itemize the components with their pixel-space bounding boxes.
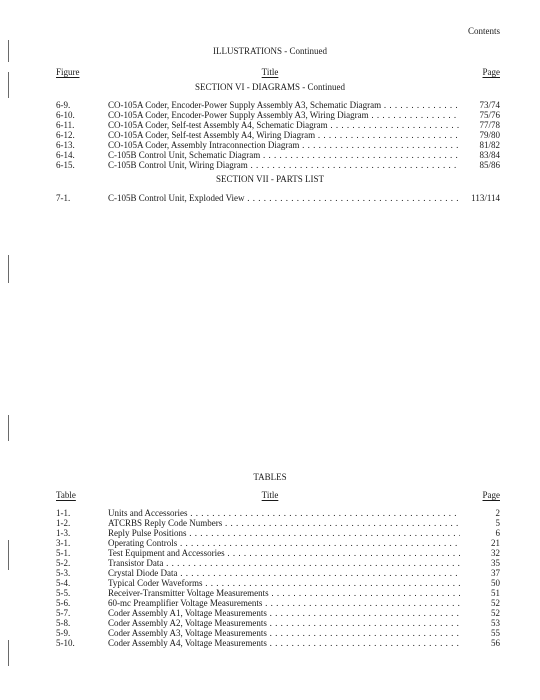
table-number: 5-1. [56,548,71,558]
figure-title: CO-105A Coder, Assembly Intraconnection Diagram . . . [108,140,460,150]
table-title: Operating Controls . . . [108,538,460,548]
list-item [56,628,500,638]
figure-title: CO-105A Coder, Encoder-Power Supply Assembly A3, Wiring Diagram . . . [108,110,460,120]
figure-page: 79/80 [479,130,500,140]
col-title-header: Title [261,490,279,500]
figure-page: 73/74 [479,100,500,110]
figure-page: 113/114 [471,193,500,203]
table-title: Coder Assembly A4, Voltage Measurements . . . [108,638,460,648]
list-item [56,130,500,140]
table-number: 1-2. [56,518,71,528]
list-item [56,618,500,628]
figure-title: CO-105A Coder, Encoder-Power Supply Assembly A3, Schematic Diagram . . . [108,100,460,110]
figure-page: 85/86 [479,160,500,170]
table-page: 21 [491,538,500,548]
list-item [56,160,500,170]
list-item [56,120,500,130]
table-page: 2 [495,508,500,518]
table-page: 52 [491,598,500,608]
figure-number: 6-14. [56,150,75,160]
figure-title: C-105B Control Unit, Wiring Diagram . . . [108,160,460,170]
col-page-header: Page [482,490,500,500]
table-page: 6 [495,528,500,538]
table-page: 37 [491,568,500,578]
section-vi-heading: SECTION VI - DIAGRAMS - Continued [194,82,346,92]
figure-number: 6-9. [56,100,71,110]
binding-mark [8,640,9,666]
table-page: 56 [491,638,500,648]
table-number: 5-2. [56,558,71,568]
table-page: 53 [491,618,500,628]
list-item [56,110,500,120]
list-item [56,608,500,618]
tables-heading: TABLES [253,472,287,482]
table-number: 5-4. [56,578,71,588]
list-item [56,528,500,538]
table-title: Test Equipment and Accessories . . . [108,548,460,558]
table-title: Typical Coder Waveforms . . . [108,578,460,588]
binding-mark [8,415,9,441]
figure-number: 6-11. [56,120,75,130]
table-title: Coder Assembly A3, Voltage Measurements . . . [108,628,460,638]
figure-page: 77/78 [479,120,500,130]
list-item [56,100,500,110]
table-number: 1-3. [56,528,71,538]
table-title: Receiver-Transmitter Voltage Measurements . . . [108,588,460,598]
table-title: Coder Assembly A1, Voltage Measurements . . . [108,608,460,618]
col-table-header: Table [56,490,76,500]
section-vii-heading: SECTION VII - PARTS LIST [216,174,324,184]
figure-title: CO-105A Coder, Self-test Assembly A4, Schematic Diagram . . . [108,120,460,130]
table-title: Reply Pulse Positions . . . [108,528,460,538]
table-number: 1-1. [56,508,71,518]
table-number: 5-3. [56,568,71,578]
table-title: Units and Accessories . . . [108,508,460,518]
list-item [56,150,500,160]
list-item [56,140,500,150]
col-title-header: Title [261,67,279,77]
list-item [56,568,500,578]
table-number: 5-7. [56,608,71,618]
list-item [56,193,500,203]
list-item [56,538,500,548]
col-page-header: Page [482,67,500,77]
table-page: 5 [495,518,500,528]
figure-number: 6-12. [56,130,75,140]
binding-mark [8,255,9,283]
table-number: 5-9. [56,628,71,638]
table-title: 60-mc Preamplifier Voltage Measurements . . . [108,598,460,608]
table-page: 32 [491,548,500,558]
list-item [56,588,500,598]
figure-number: 6-13. [56,140,75,150]
list-item [56,598,500,608]
figure-title: C-105B Control Unit, Schematic Diagram . . . [108,150,460,160]
list-item [56,638,500,648]
table-number: 3-1. [56,538,71,548]
list-item [56,558,500,568]
figure-number: 6-15. [56,160,75,170]
binding-mark [8,540,9,570]
table-number: 5-8. [56,618,71,628]
table-title: Crystal Diode Data . . . [108,568,460,578]
table-page: 51 [491,588,500,598]
table-page: 35 [491,558,500,568]
table-page: 52 [491,608,500,618]
list-item [56,518,500,528]
table-title: Transistor Data . . . [108,558,460,568]
figure-page: 83/84 [479,150,500,160]
col-figure-header: Figure [56,67,80,77]
table-page: 55 [491,628,500,638]
figure-page: 81/82 [479,140,500,150]
table-number: 5-5. [56,588,71,598]
table-title: ATCRBS Reply Code Numbers . . . [108,518,460,528]
figure-number: 7-1. [56,193,71,203]
figure-number: 6-10. [56,110,75,120]
list-item [56,548,500,558]
illustrations-heading: ILLUSTRATIONS - Continued [213,46,327,56]
table-number: 5-10. [56,638,75,648]
page-header-section: Contents [467,26,500,36]
figure-page: 75/76 [479,110,500,120]
figure-title: CO-105A Coder, Self-test Assembly A4, Wiring Diagram . . . [108,130,460,140]
table-title: Coder Assembly A2, Voltage Measurements . . . [108,618,460,628]
figure-title: C-105B Control Unit, Exploded View . . . [108,193,460,203]
list-item [56,578,500,588]
table-page: 50 [491,578,500,588]
table-number: 5-6. [56,598,71,608]
list-item [56,508,500,518]
